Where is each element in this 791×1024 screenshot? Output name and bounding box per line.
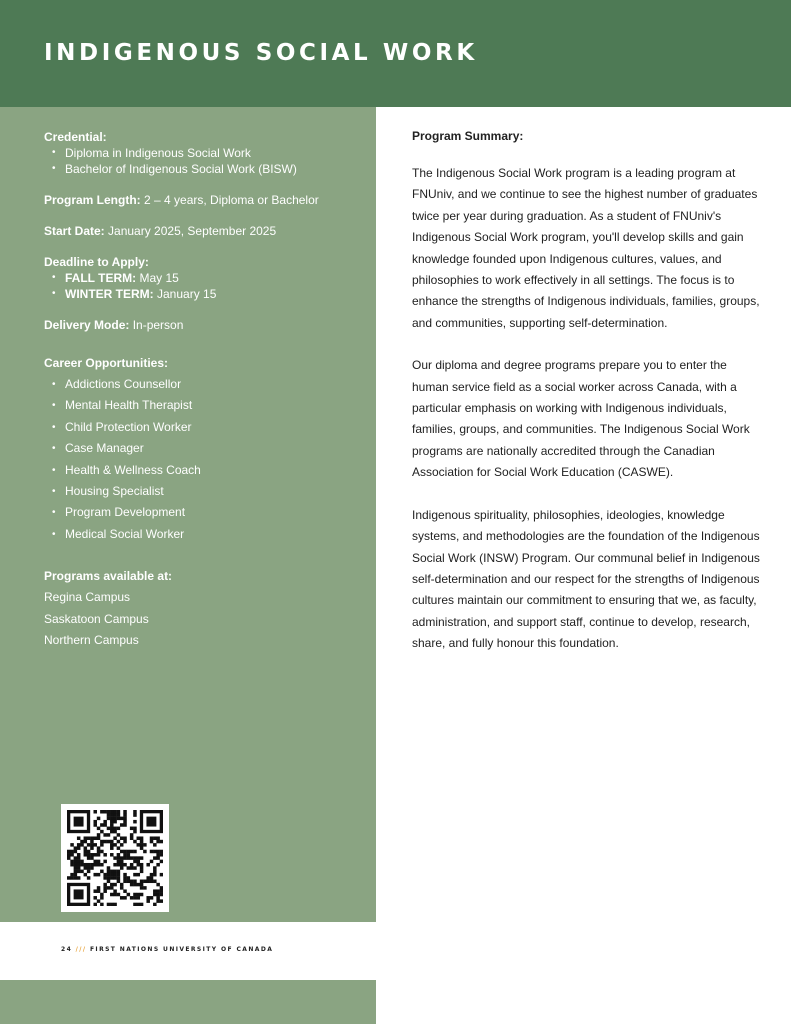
campus-item: Northern Campus bbox=[44, 633, 139, 648]
program-length-label: Program Length: bbox=[44, 193, 141, 207]
list-item: • Program Development bbox=[44, 502, 364, 523]
list-item: • Health & Wellness Coach bbox=[44, 460, 364, 481]
program-summary bbox=[412, 128, 762, 676]
career-section bbox=[44, 355, 364, 545]
start-date bbox=[44, 223, 364, 239]
qr-code-icon[interactable] bbox=[61, 804, 169, 912]
credential-label: Credential: bbox=[44, 130, 107, 144]
page-number: 24 bbox=[61, 946, 73, 953]
list-item: • Mental Health Therapist bbox=[44, 395, 364, 416]
list-item: • Medical Social Worker bbox=[44, 524, 364, 545]
deadline-date: May 15 bbox=[139, 271, 179, 285]
page-header bbox=[0, 0, 791, 107]
list-item: • Case Manager bbox=[44, 438, 364, 459]
start-date-value: January 2025, September 2025 bbox=[108, 224, 277, 238]
credential-list bbox=[44, 145, 364, 177]
program-length-value: 2 – 4 years, Diploma or Bachelor bbox=[144, 193, 319, 207]
program-details bbox=[44, 129, 364, 651]
career-list bbox=[44, 374, 364, 545]
list-item bbox=[44, 286, 364, 302]
list-item: • Child Protection Worker bbox=[44, 417, 364, 438]
qr-code-graphic bbox=[67, 810, 163, 906]
sidebar bbox=[0, 107, 376, 922]
page-footer bbox=[61, 946, 273, 953]
campus-item: Regina Campus bbox=[44, 590, 131, 605]
program-length bbox=[44, 192, 364, 208]
footer-band bbox=[0, 980, 376, 1024]
deadline-term: FALL TERM: bbox=[65, 271, 137, 285]
list-item: • Bachelor of Indigenous Social Work (BISW) bbox=[44, 161, 364, 177]
deadline-label: Deadline to Apply: bbox=[44, 255, 149, 269]
delivery-mode-value: In-person bbox=[132, 318, 184, 332]
deadline-term: WINTER TERM: bbox=[65, 287, 154, 301]
page-title: INDIGENOUS SOCIAL WORK bbox=[44, 40, 478, 66]
credential-section bbox=[44, 129, 364, 177]
programs-label: Programs available at: bbox=[44, 569, 173, 584]
list-item: • Diploma in Indigenous Social Work bbox=[44, 145, 364, 161]
summary-heading: Program Summary: bbox=[412, 129, 524, 143]
deadline-section bbox=[44, 254, 364, 302]
delivery-mode-label: Delivery Mode: bbox=[44, 318, 130, 332]
start-date-label: Start Date: bbox=[44, 224, 105, 238]
list-item: • Housing Specialist bbox=[44, 481, 364, 502]
campus-item: Saskatoon Campus bbox=[44, 611, 149, 626]
programs-section bbox=[44, 568, 364, 651]
list-item bbox=[44, 270, 364, 286]
summary-paragraph: The Indigenous Social Work program is a leading program at FNUniv, and we continue to see the highest number of graduates twice per year during graduation. As a student of FNUniv's Indigenous Social Work program, you'll develop skills and gain knowledge founded upon Indigenous cultures, values, and philosophies to work effectively in all settings. The focus is to enhance the strengths of Indigenous individuals, families, groups, and communities, supporting self-determination. bbox=[412, 166, 760, 330]
delivery-mode bbox=[44, 317, 364, 333]
deadline-date: January 15 bbox=[157, 287, 217, 301]
summary-paragraph: Our diploma and degree programs prepare you to enter the human service field as a social worker across Canada, with a particular emphasis on working with Indigenous individuals, families, groups, and communities. The Indigenous Social Work programs are nationally accredited through the Canadian Association for Social Work Education (CASWE). bbox=[412, 358, 750, 480]
summary-paragraph: Indigenous spirituality, philosophies, ideologies, knowledge systems, and methodologies are the foundation of the Indigenous Social Work (INSW) Program. Our communal belief in Indigenous self-determination and our respect for the strengths of Indigenous cultures maintain our commitment to ensuring that we, as faculty, administration, and support staff, continue to develop, research, share, and fully honour this foundation. bbox=[412, 507, 760, 651]
list-item: • Addictions Counsellor bbox=[44, 374, 364, 395]
institution-name: FIRST NATIONS UNIVERSITY OF CANADA bbox=[89, 946, 274, 953]
footer-slashes: /// bbox=[75, 946, 87, 953]
deadline-list bbox=[44, 270, 364, 302]
career-label: Career Opportunities: bbox=[44, 356, 169, 370]
